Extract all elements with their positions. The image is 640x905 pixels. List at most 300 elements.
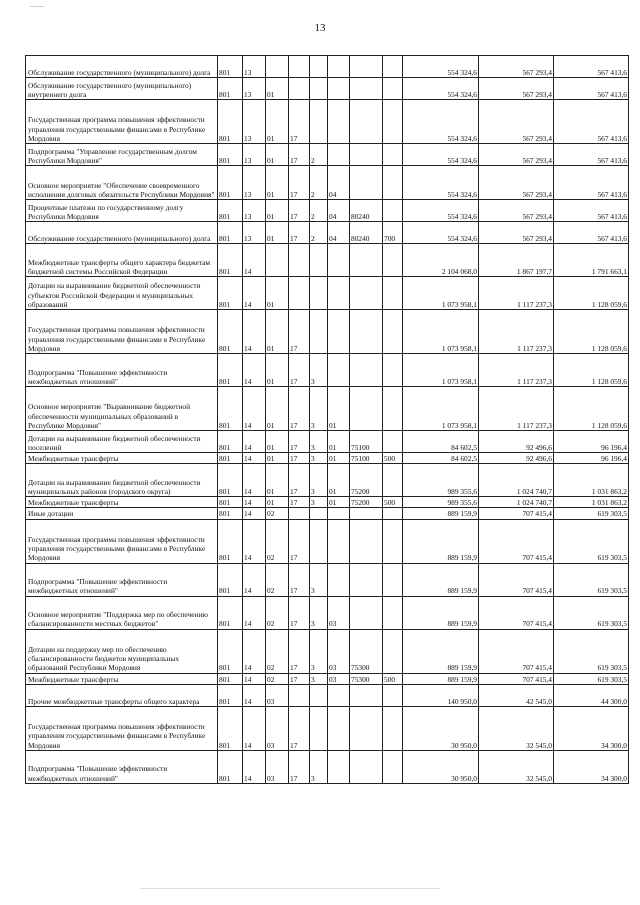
code-cell: 14 — [243, 453, 266, 464]
code-cell: 14 — [243, 673, 266, 684]
row-name-cell: Обслуживание государственного (муниципального) долга — [26, 56, 218, 78]
code-cell: 01 — [266, 387, 289, 431]
code-cell: 2 — [310, 166, 328, 200]
amount-cell: 554 324,6 — [403, 78, 479, 100]
code-cell: 700 — [383, 222, 403, 244]
code-cell: 14 — [243, 684, 266, 706]
table-row — [26, 519, 629, 563]
code-cell: 801 — [218, 750, 243, 783]
amount-cell: 567 293,4 — [479, 222, 554, 244]
amount-cell: 567 413,6 — [554, 56, 629, 78]
row-name-cell: Государственная программа повышения эффективности управления государственными финансами в Республике Мордовия — [26, 100, 218, 144]
code-cell — [383, 310, 403, 354]
amount-cell: 619 303,5 — [554, 508, 629, 519]
code-cell — [289, 277, 310, 310]
row-name-cell: Подпрограмма "Повышение эффективности межбюджетных отношений" — [26, 563, 218, 596]
table-row — [26, 563, 629, 596]
code-cell: 14 — [243, 354, 266, 387]
code-cell — [310, 684, 328, 706]
amount-cell: 554 324,6 — [403, 56, 479, 78]
code-cell — [310, 78, 328, 100]
amount-cell: 1 128 059,6 — [554, 387, 629, 431]
code-cell: 14 — [243, 750, 266, 783]
code-cell: 14 — [243, 431, 266, 453]
row-name-cell: Государственная программа повышения эффективности управления государственными финансами в Республике Мордовия — [26, 706, 218, 750]
code-cell: 02 — [266, 629, 289, 673]
code-cell: 02 — [266, 596, 289, 629]
code-cell: 17 — [289, 453, 310, 464]
amount-cell: 32 545,0 — [479, 706, 554, 750]
code-cell: 801 — [218, 100, 243, 144]
row-name-cell: Государственная программа повышения эффективности управления государственными финансами в Республике Мордовия — [26, 519, 218, 563]
code-cell — [383, 244, 403, 277]
code-cell: 03 — [328, 596, 350, 629]
amount-cell: 989 355,6 — [403, 497, 479, 508]
table-row — [26, 673, 629, 684]
amount-cell: 889 159,9 — [403, 508, 479, 519]
code-cell — [383, 387, 403, 431]
row-name-cell: Дотации на выравнивание бюджетной обеспеченности субъектов Российской Федерации и муниципальных образований — [26, 277, 218, 310]
amount-cell: 707 415,4 — [479, 596, 554, 629]
code-cell: 17 — [289, 464, 310, 497]
code-cell: 80240 — [350, 200, 383, 222]
code-cell: 14 — [243, 497, 266, 508]
code-cell — [328, 144, 350, 166]
code-cell: 01 — [328, 453, 350, 464]
code-cell: 14 — [243, 596, 266, 629]
code-cell: 801 — [218, 222, 243, 244]
code-cell — [350, 144, 383, 166]
code-cell — [350, 519, 383, 563]
amount-cell: 889 159,9 — [403, 629, 479, 673]
code-cell: 500 — [383, 497, 403, 508]
code-cell: 04 — [328, 222, 350, 244]
row-name-cell: Государственная программа повышения эффективности управления государственными финансами в Республике Мордовия — [26, 310, 218, 354]
amount-cell: 1 073 958,1 — [403, 310, 479, 354]
code-cell: 14 — [243, 464, 266, 497]
code-cell: 801 — [218, 431, 243, 453]
code-cell — [310, 100, 328, 144]
code-cell: 01 — [328, 464, 350, 497]
code-cell — [350, 354, 383, 387]
code-cell — [350, 56, 383, 78]
row-name-cell: Прочие межбюджетные трансферты общего характера — [26, 684, 218, 706]
code-cell — [383, 56, 403, 78]
code-cell — [328, 750, 350, 783]
table-row — [26, 166, 629, 200]
table-row — [26, 497, 629, 508]
row-name-cell: Основное мероприятие "Обеспечение своевременного исполнения долговых обязательств Республики Мордовия" — [26, 166, 218, 200]
code-cell: 01 — [328, 431, 350, 453]
amount-cell: 707 415,4 — [479, 508, 554, 519]
code-cell: 13 — [243, 78, 266, 100]
code-cell: 3 — [310, 563, 328, 596]
code-cell — [383, 200, 403, 222]
amount-cell: 567 413,6 — [554, 144, 629, 166]
code-cell: 801 — [218, 596, 243, 629]
amount-cell: 96 196,4 — [554, 431, 629, 453]
amount-cell: 1 073 958,1 — [403, 354, 479, 387]
amount-cell: 96 196,4 — [554, 453, 629, 464]
code-cell — [310, 56, 328, 78]
code-cell — [350, 78, 383, 100]
code-cell: 801 — [218, 277, 243, 310]
amount-cell: 567 293,4 — [479, 56, 554, 78]
table-row — [26, 750, 629, 783]
code-cell — [383, 563, 403, 596]
amount-cell: 1 117 237,3 — [479, 277, 554, 310]
code-cell — [328, 684, 350, 706]
code-cell — [310, 706, 328, 750]
code-cell: 04 — [328, 166, 350, 200]
code-cell: 17 — [289, 629, 310, 673]
code-cell: 801 — [218, 354, 243, 387]
code-cell — [310, 519, 328, 563]
code-cell: 14 — [243, 519, 266, 563]
amount-cell: 1 031 863,2 — [554, 464, 629, 497]
amount-cell: 1 128 059,6 — [554, 310, 629, 354]
code-cell: 02 — [266, 563, 289, 596]
code-cell: 2 — [310, 200, 328, 222]
code-cell: 17 — [289, 596, 310, 629]
code-cell: 17 — [289, 200, 310, 222]
code-cell: 13 — [243, 144, 266, 166]
row-name-cell: Дотации на выравнивание бюджетной обеспеченности муниципальных районов (городского округа) — [26, 464, 218, 497]
code-cell — [383, 431, 403, 453]
amount-cell: 1 073 958,1 — [403, 277, 479, 310]
code-cell — [383, 519, 403, 563]
code-cell: 14 — [243, 629, 266, 673]
amount-cell: 44 300,0 — [554, 684, 629, 706]
code-cell — [328, 56, 350, 78]
code-cell — [350, 277, 383, 310]
amount-cell: 707 415,4 — [479, 563, 554, 596]
amount-cell: 1 128 059,6 — [554, 277, 629, 310]
code-cell — [310, 277, 328, 310]
code-cell: 02 — [266, 508, 289, 519]
code-cell — [383, 354, 403, 387]
table-row — [26, 706, 629, 750]
amount-cell: 2 104 068,0 — [403, 244, 479, 277]
code-cell: 01 — [266, 166, 289, 200]
table-row — [26, 684, 629, 706]
code-cell: 04 — [328, 200, 350, 222]
amount-cell: 30 950,0 — [403, 706, 479, 750]
code-cell: 01 — [266, 497, 289, 508]
table-row — [26, 431, 629, 453]
amount-cell: 92 496,6 — [479, 431, 554, 453]
code-cell: 17 — [289, 497, 310, 508]
row-name-cell: Подпрограмма "Повышение эффективности межбюджетных отношений" — [26, 750, 218, 783]
code-cell: 801 — [218, 563, 243, 596]
row-name-cell: Дотации на поддержку мер по обеспечению сбалансированности бюджетов муниципальных образований Республики Мордовия — [26, 629, 218, 673]
page-number: 13 — [314, 22, 326, 34]
amount-cell: 619 303,5 — [554, 629, 629, 673]
table-row — [26, 244, 629, 277]
code-cell: 3 — [310, 673, 328, 684]
code-cell: 75300 — [350, 629, 383, 673]
amount-cell: 567 413,6 — [554, 222, 629, 244]
code-cell — [383, 100, 403, 144]
code-cell: 3 — [310, 431, 328, 453]
code-cell: 13 — [243, 200, 266, 222]
amount-cell: 567 413,6 — [554, 166, 629, 200]
code-cell — [350, 750, 383, 783]
code-cell: 14 — [243, 387, 266, 431]
amount-cell: 889 159,9 — [403, 519, 479, 563]
amount-cell: 30 950,0 — [403, 750, 479, 783]
code-cell: 75100 — [350, 453, 383, 464]
code-cell: 17 — [289, 563, 310, 596]
row-name-cell: Основное мероприятие "Выравнивание бюджетной обеспеченности муниципальных образований в Республике Мордовия" — [26, 387, 218, 431]
amount-cell: 32 545,0 — [479, 750, 554, 783]
code-cell — [328, 519, 350, 563]
amount-cell: 567 293,4 — [479, 100, 554, 144]
amount-cell: 84 602,5 — [403, 453, 479, 464]
code-cell — [383, 750, 403, 783]
code-cell: 01 — [266, 310, 289, 354]
code-cell: 01 — [266, 100, 289, 144]
code-cell — [310, 508, 328, 519]
code-cell: 500 — [383, 673, 403, 684]
code-cell — [328, 563, 350, 596]
code-cell — [328, 244, 350, 277]
code-cell: 01 — [266, 453, 289, 464]
row-name-cell: Процентные платежи по государственному долгу Республики Мордовия — [26, 200, 218, 222]
row-name-cell: Межбюджетные трансферты — [26, 673, 218, 684]
code-cell — [289, 56, 310, 78]
budget-table — [25, 55, 629, 784]
table-row — [26, 277, 629, 310]
amount-cell: 34 300,0 — [554, 750, 629, 783]
code-cell — [328, 310, 350, 354]
code-cell: 01 — [266, 354, 289, 387]
code-cell — [350, 387, 383, 431]
row-name-cell: Основное мероприятие "Поддержка мер по обеспечению сбалансированности местных бюджетов" — [26, 596, 218, 629]
row-name-cell: Обслуживание государственного (муниципального) долга — [26, 222, 218, 244]
code-cell — [383, 508, 403, 519]
amount-cell: 554 324,6 — [403, 166, 479, 200]
code-cell: 801 — [218, 387, 243, 431]
row-name-cell: Обслуживание государственного (муниципального) внутреннего долга — [26, 78, 218, 100]
code-cell: 01 — [266, 200, 289, 222]
amount-cell: 567 293,4 — [479, 78, 554, 100]
code-cell: 801 — [218, 166, 243, 200]
table-row — [26, 200, 629, 222]
code-cell: 75100 — [350, 431, 383, 453]
code-cell — [383, 706, 403, 750]
table-row — [26, 100, 629, 144]
scan-mark-bottom — [140, 888, 440, 889]
code-cell — [289, 684, 310, 706]
code-cell — [350, 563, 383, 596]
code-cell: 801 — [218, 144, 243, 166]
code-cell — [383, 464, 403, 497]
amount-cell: 1 128 059,6 — [554, 354, 629, 387]
code-cell — [350, 310, 383, 354]
code-cell: 13 — [243, 222, 266, 244]
table-row — [26, 56, 629, 78]
code-cell: 801 — [218, 78, 243, 100]
row-name-cell: Подпрограмма "Управление государственным долгом Республики Мордовия" — [26, 144, 218, 166]
code-cell: 801 — [218, 497, 243, 508]
code-cell: 17 — [289, 519, 310, 563]
amount-cell: 707 415,4 — [479, 629, 554, 673]
code-cell: 03 — [328, 673, 350, 684]
code-cell: 3 — [310, 354, 328, 387]
code-cell: 3 — [310, 464, 328, 497]
amount-cell: 567 413,6 — [554, 78, 629, 100]
code-cell — [383, 596, 403, 629]
code-cell: 3 — [310, 629, 328, 673]
code-cell — [328, 78, 350, 100]
code-cell: 75200 — [350, 497, 383, 508]
amount-cell: 554 324,6 — [403, 200, 479, 222]
table-row — [26, 310, 629, 354]
code-cell — [350, 244, 383, 277]
code-cell — [310, 310, 328, 354]
code-cell — [328, 508, 350, 519]
amount-cell: 989 355,6 — [403, 464, 479, 497]
code-cell: 01 — [266, 277, 289, 310]
code-cell: 03 — [266, 684, 289, 706]
amount-cell: 554 324,6 — [403, 222, 479, 244]
code-cell: 75300 — [350, 673, 383, 684]
code-cell — [383, 144, 403, 166]
code-cell: 3 — [310, 497, 328, 508]
code-cell: 17 — [289, 144, 310, 166]
code-cell: 14 — [243, 706, 266, 750]
code-cell: 01 — [266, 431, 289, 453]
table-row — [26, 354, 629, 387]
code-cell: 801 — [218, 706, 243, 750]
code-cell — [350, 100, 383, 144]
code-cell — [328, 706, 350, 750]
amount-cell: 84 602,5 — [403, 431, 479, 453]
table-row — [26, 453, 629, 464]
code-cell — [289, 78, 310, 100]
code-cell: 17 — [289, 100, 310, 144]
code-cell: 17 — [289, 673, 310, 684]
table-row — [26, 387, 629, 431]
amount-cell: 42 545,0 — [479, 684, 554, 706]
table-row — [26, 508, 629, 519]
code-cell: 14 — [243, 563, 266, 596]
amount-cell: 619 303,5 — [554, 519, 629, 563]
code-cell: 500 — [383, 453, 403, 464]
code-cell: 17 — [289, 222, 310, 244]
amount-cell: 567 293,4 — [479, 166, 554, 200]
code-cell: 01 — [328, 497, 350, 508]
table-row — [26, 78, 629, 100]
code-cell: 3 — [310, 596, 328, 629]
amount-cell: 34 300,0 — [554, 706, 629, 750]
code-cell: 801 — [218, 673, 243, 684]
amount-cell: 1 117 237,3 — [479, 387, 554, 431]
code-cell — [328, 354, 350, 387]
row-name-cell: Дотации на выравнивание бюджетной обеспеченности поселений — [26, 431, 218, 453]
code-cell — [289, 508, 310, 519]
code-cell: 2 — [310, 144, 328, 166]
row-name-cell: Межбюджетные трансферты — [26, 497, 218, 508]
code-cell — [350, 508, 383, 519]
code-cell — [383, 166, 403, 200]
amount-cell: 567 293,4 — [479, 200, 554, 222]
code-cell: 01 — [328, 387, 350, 431]
table-row — [26, 144, 629, 166]
table-row — [26, 222, 629, 244]
code-cell — [383, 277, 403, 310]
code-cell: 02 — [266, 673, 289, 684]
code-cell: 17 — [289, 166, 310, 200]
row-name-cell: Межбюджетные трансферты общего характера бюджетам бюджетной системы Российской Федерации — [26, 244, 218, 277]
amount-cell: 619 303,5 — [554, 673, 629, 684]
table-row — [26, 464, 629, 497]
code-cell — [310, 244, 328, 277]
code-cell — [266, 56, 289, 78]
code-cell: 75200 — [350, 464, 383, 497]
row-name-cell: Иные дотации — [26, 508, 218, 519]
code-cell: 801 — [218, 684, 243, 706]
code-cell: 801 — [218, 519, 243, 563]
table-row — [26, 596, 629, 629]
row-name-cell: Подпрограмма "Повышение эффективности межбюджетных отношений" — [26, 354, 218, 387]
amount-cell: 92 496,6 — [479, 453, 554, 464]
code-cell — [289, 244, 310, 277]
code-cell: 13 — [243, 100, 266, 144]
code-cell: 02 — [266, 519, 289, 563]
table-body — [26, 56, 629, 784]
amount-cell: 889 159,9 — [403, 596, 479, 629]
amount-cell: 567 413,6 — [554, 100, 629, 144]
table-row — [26, 629, 629, 673]
code-cell — [350, 684, 383, 706]
code-cell: 14 — [243, 244, 266, 277]
code-cell: 03 — [328, 629, 350, 673]
amount-cell: 1 024 740,7 — [479, 497, 554, 508]
amount-cell: 140 950,0 — [403, 684, 479, 706]
amount-cell: 619 303,5 — [554, 563, 629, 596]
code-cell: 14 — [243, 277, 266, 310]
amount-cell: 1 031 863,2 — [554, 497, 629, 508]
code-cell: 801 — [218, 629, 243, 673]
code-cell: 13 — [243, 56, 266, 78]
code-cell: 801 — [218, 56, 243, 78]
code-cell: 17 — [289, 706, 310, 750]
code-cell: 01 — [266, 464, 289, 497]
code-cell: 17 — [289, 310, 310, 354]
amount-cell: 1 791 663,1 — [554, 244, 629, 277]
amount-cell: 1 117 237,3 — [479, 354, 554, 387]
code-cell: 17 — [289, 354, 310, 387]
code-cell — [383, 629, 403, 673]
code-cell: 2 — [310, 222, 328, 244]
code-cell: 17 — [289, 431, 310, 453]
amount-cell: 1 073 958,1 — [403, 387, 479, 431]
code-cell: 801 — [218, 464, 243, 497]
amount-cell: 707 415,4 — [479, 519, 554, 563]
code-cell — [328, 100, 350, 144]
code-cell: 03 — [266, 750, 289, 783]
amount-cell: 619 303,5 — [554, 596, 629, 629]
amount-cell: 554 324,6 — [403, 100, 479, 144]
code-cell: 801 — [218, 244, 243, 277]
amount-cell: 567 413,6 — [554, 200, 629, 222]
code-cell: 13 — [243, 166, 266, 200]
amount-cell: 889 159,9 — [403, 563, 479, 596]
code-cell: 01 — [266, 78, 289, 100]
amount-cell: 1 117 237,3 — [479, 310, 554, 354]
